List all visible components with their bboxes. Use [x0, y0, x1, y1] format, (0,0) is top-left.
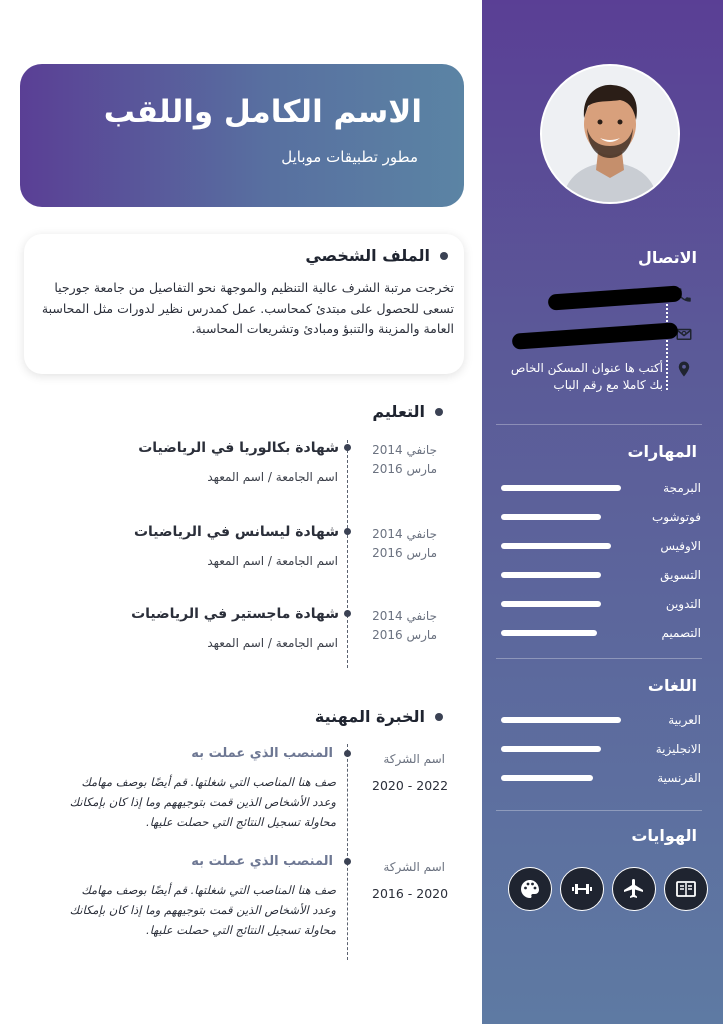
skills-bar [501, 601, 601, 607]
languages-row [501, 768, 701, 788]
job-description: صف هنا المناصب التي شغلتها. قم أيضًا بوصف مهامك وعدد الأشخاص الذين قمت بتوجيههم وما إذا كان بإمكانك محاولة تسجيل النتائج التي حصلت عليها. [69, 775, 336, 829]
languages-bar-track [501, 746, 641, 752]
bullet-icon [435, 713, 443, 721]
fitness-icon [560, 867, 604, 911]
position-title: المنصب الذي عملت به [191, 854, 333, 869]
profile-text: تخرجت مرتبة الشرف عالية التنظيم والموجهة نحو التفاصيل من جامعة جورجيا تسعى للحصول على مبتدئ كمحاسب. عمل كمدرس نظير لدورات مثل المحاسبة العامة والمزينة والتنبؤ ومبادئ وتشريعات المحاسبة. [41, 280, 454, 336]
timeline-dot [344, 610, 351, 617]
languages-title: اللغات [647, 676, 697, 695]
profile-heading [305, 246, 448, 265]
company-name: اسم الشركة [383, 860, 445, 874]
timeline-dot [344, 444, 351, 451]
employment-period: 2016 - 2020 [372, 886, 449, 901]
job-title: مطور تطبيقات موبايل [281, 148, 418, 166]
skills-row [501, 623, 701, 643]
location-pin-icon [675, 360, 693, 378]
skills-row [501, 536, 701, 556]
skills-label: فوتوشوب [651, 510, 701, 524]
end-date: مارس 2016 [372, 628, 437, 642]
timeline-dot [344, 858, 351, 865]
full-name: الاسم الكامل واللقب [103, 94, 422, 130]
skills-row [501, 507, 701, 527]
degree-title: شهادة ماجستير في الرياضيات [131, 606, 339, 622]
company-name: اسم الشركة [383, 752, 445, 766]
education-title: التعليم [372, 402, 425, 421]
experience-heading [315, 707, 443, 726]
bullet-icon [440, 252, 448, 260]
employment-period: 2020 - 2022 [372, 778, 449, 793]
skills-row [501, 478, 701, 498]
email-icon [675, 325, 693, 343]
school-name: اسم الجامعة / اسم المعهد [207, 470, 338, 484]
languages-row [501, 710, 701, 730]
timeline-dot [344, 528, 351, 535]
redacted-email [512, 322, 679, 350]
languages-label: الانجليزية [655, 742, 701, 756]
job-description: صف هنا المناصب التي شغلتها. قم أيضًا بوصف مهامك وعدد الأشخاص الذين قمت بتوجيههم وما إذا كان بإمكانك محاولة تسجيل النتائج التي حصلت عليها. [69, 883, 336, 937]
reading-icon [664, 867, 708, 911]
skills-bar-track [501, 572, 641, 578]
school-name: اسم الجامعة / اسم المعهد [207, 554, 338, 568]
skills-row [501, 594, 701, 614]
skills-bar [501, 630, 597, 636]
travel-icon [612, 867, 656, 911]
languages-bar [501, 746, 601, 752]
skills-label: الاوفيس [660, 539, 701, 553]
redacted-phone [548, 285, 683, 310]
skills-bar-track [501, 543, 641, 549]
painting-icon [508, 867, 552, 911]
experience-title: الخبرة المهنية [314, 707, 425, 726]
contact-email [675, 325, 693, 343]
skills-row [501, 565, 701, 585]
sidebar [482, 0, 723, 1024]
end-date: مارس 2016 [372, 546, 437, 560]
start-date: جانفي 2014 [372, 443, 437, 457]
header-card [20, 64, 464, 207]
degree-title: شهادة ليسانس في الرياضيات [133, 524, 339, 540]
education-heading [372, 402, 443, 421]
start-date: جانفي 2014 [372, 609, 437, 623]
profile-title: الملف الشخصي [305, 246, 430, 265]
skills-label: البرمجة [663, 481, 701, 495]
profile-photo [540, 64, 680, 204]
languages-label: الفرنسية [657, 771, 701, 785]
languages-bar [501, 775, 593, 781]
skills-bar [501, 572, 601, 578]
address-text: أكتب ها عنوان المسكن الخاص بك كاملا مع رقم الباب [510, 361, 663, 392]
skills-label: التسويق [660, 568, 701, 582]
school-name: اسم الجامعة / اسم المعهد [207, 636, 338, 650]
skills-bar [501, 514, 601, 520]
start-date: جانفي 2014 [372, 527, 437, 541]
skills-label: التدوين [665, 597, 701, 611]
languages-bar-track [501, 717, 641, 723]
divider [496, 658, 702, 659]
skills-bar-track [501, 601, 641, 607]
skills-bar-track [501, 485, 641, 491]
hobbies-row [506, 867, 706, 911]
skills-title: المهارات [627, 442, 697, 461]
contact-title: الاتصال [637, 248, 697, 267]
languages-label: العربية [668, 713, 701, 727]
skills-bar [501, 485, 621, 491]
bullet-icon [435, 408, 443, 416]
divider [496, 424, 702, 425]
end-date: مارس 2016 [372, 462, 437, 476]
education-timeline [347, 440, 348, 668]
skills-bar-track [501, 630, 641, 636]
degree-title: شهادة بكالوريا في الرياضيات [138, 440, 339, 456]
languages-bar [501, 717, 621, 723]
divider [496, 810, 702, 811]
profile-card [24, 234, 464, 374]
languages-bar-track [501, 775, 641, 781]
experience-timeline [347, 744, 348, 960]
languages-row [501, 739, 701, 759]
timeline-dot [344, 750, 351, 757]
skills-bar [501, 543, 611, 549]
contact-address [499, 360, 693, 394]
skills-bar-track [501, 514, 641, 520]
hobbies-title: الهوايات [631, 826, 697, 845]
skills-label: التصميم [661, 626, 701, 640]
position-title: المنصب الذي عملت به [191, 746, 333, 761]
